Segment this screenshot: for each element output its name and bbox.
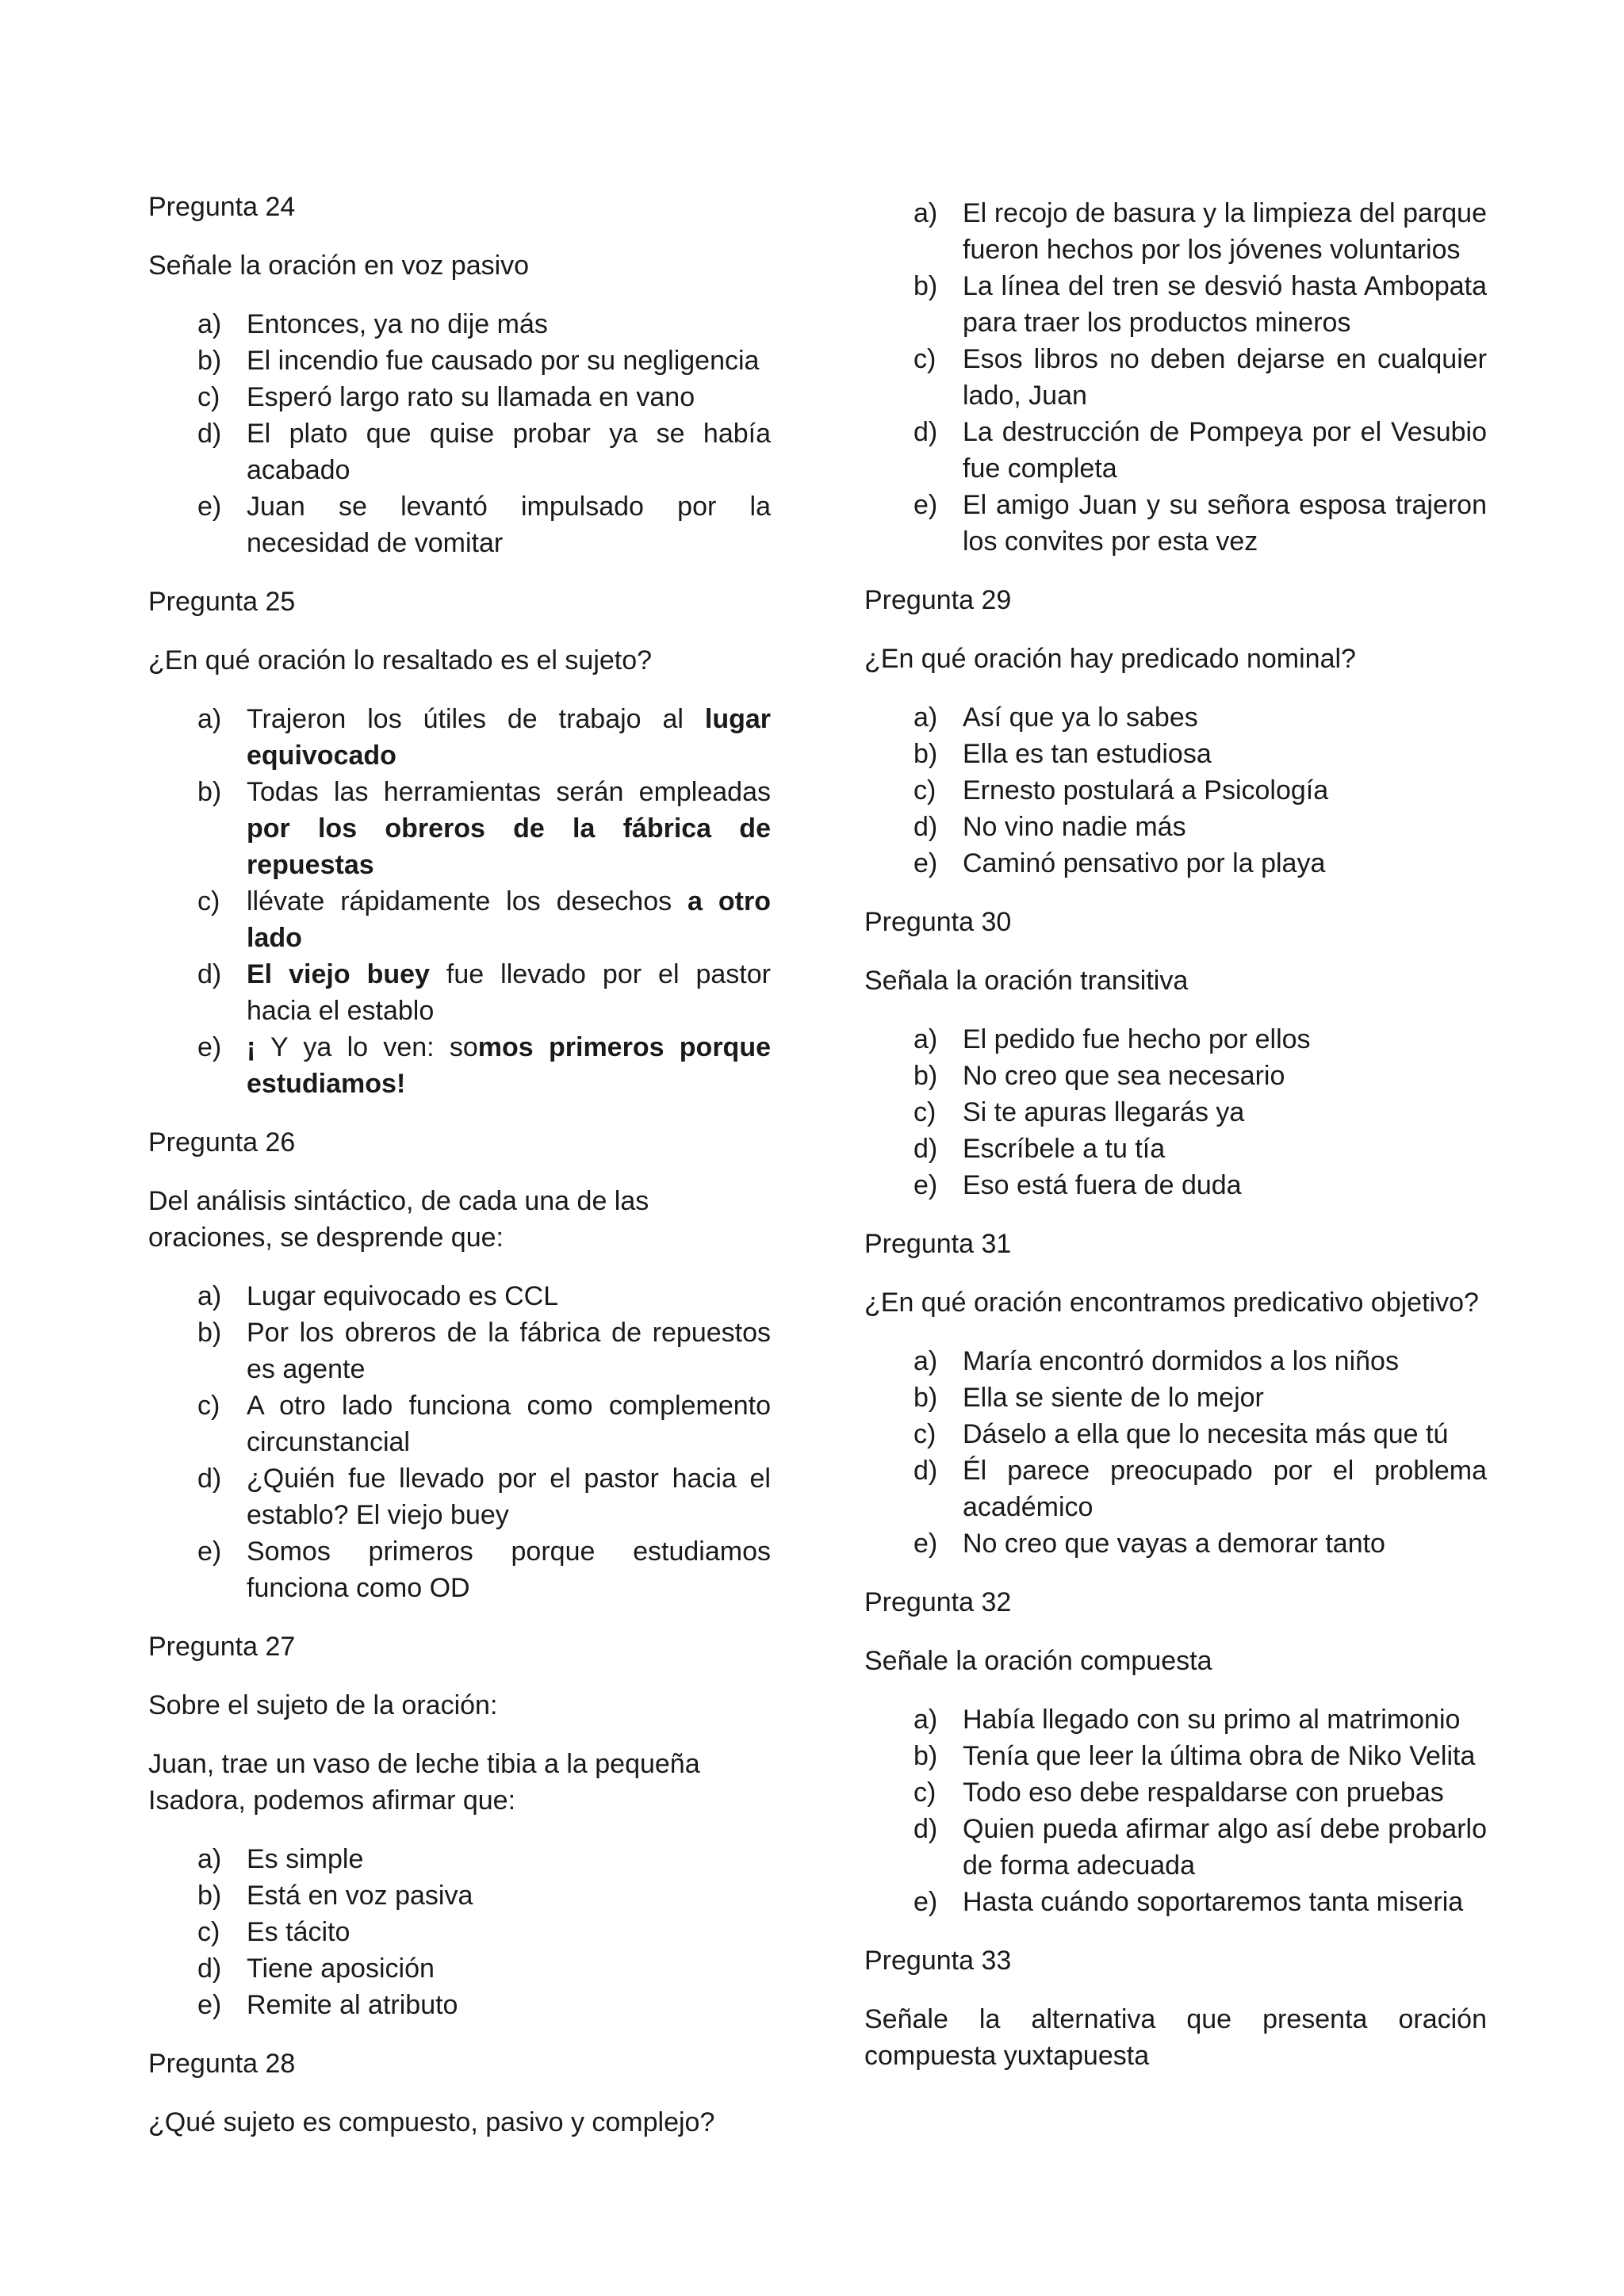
option-26-a: a) Lugar equivocado es CCL	[197, 1281, 559, 1311]
option-25-a: a) Trajeron los útiles de trabajo al lugar equivocado	[197, 704, 771, 771]
question-heading-25: Pregunta 25	[148, 587, 296, 617]
option-31-c: c) Dáselo a ella que lo necesita más que tú	[914, 1419, 1449, 1449]
option-32-b: b) Tenía que leer la última obra de Niko Velita	[914, 1741, 1476, 1771]
option-29-b: b) Ella es tan estudiosa	[914, 739, 1212, 769]
question-heading-29: Pregunta 29	[864, 585, 1012, 615]
options-list-31	[864, 1343, 1487, 1562]
option-24-a: a) Entonces, ya no dije más	[197, 309, 548, 339]
option-26-b: b) Por los obreros de la fábrica de repuestos es agente	[197, 1318, 771, 1384]
option-30-a: a) El pedido fue hecho por ellos	[914, 1024, 1311, 1054]
question-prompt-24: Señale la oración en voz pasivo	[148, 251, 530, 281]
question-heading-33: Pregunta 33	[864, 1946, 1012, 1976]
option-28-a: a) El recojo de basura y la limpieza del parque fueron hechos por los jóvenes voluntarios	[914, 198, 1487, 265]
option-28-c: c) Esos libros no deben dejarse en cualquier lado, Juan	[914, 344, 1487, 411]
option-24-e: e) Juan se levantó impulsado por la necesidad de vomitar	[197, 492, 771, 558]
question-prompt-28: ¿Qué sujeto es compuesto, pasivo y complejo?	[148, 2107, 715, 2137]
option-32-a: a) Había llegado con su primo al matrimonio	[914, 1705, 1461, 1735]
options-list-28	[864, 195, 1487, 560]
question-prompt-25: ¿En qué oración lo resaltado es el sujeto?	[148, 645, 653, 675]
option-27-e: e) Remite al atributo	[197, 1990, 458, 2020]
option-24-b: b) El incendio fue causado por su negligencia	[197, 346, 760, 376]
option-24-c: c) Esperó largo rato su llamada en vano	[197, 382, 695, 412]
question-heading-30: Pregunta 30	[864, 907, 1012, 937]
option-29-e: e) Caminó pensativo por la playa	[914, 848, 1326, 878]
option-31-a: a) María encontró dormidos a los niños	[914, 1346, 1399, 1376]
option-30-d: d) Escríbele a tu tía	[914, 1134, 1166, 1164]
question-heading-31: Pregunta 31	[864, 1229, 1012, 1259]
option-30-b: b) No creo que sea necesario	[914, 1061, 1285, 1091]
question-prompt-26: Del análisis sintáctico, de cada una de las oraciones, se desprende que:	[148, 1186, 649, 1253]
option-28-b: b) La línea del tren se desvió hasta Ambopata para traer los productos mineros	[914, 271, 1487, 338]
option-31-b: b) Ella se siente de lo mejor	[914, 1383, 1264, 1413]
option-29-d: d) No vino nadie más	[914, 812, 1186, 842]
options-list-32	[864, 1701, 1487, 1920]
question-heading-26: Pregunta 26	[148, 1127, 296, 1158]
option-27-a: a) Es simple	[197, 1844, 364, 1874]
question-heading-27: Pregunta 27	[148, 1632, 296, 1662]
option-25-d: d) El viejo buey fue llevado por el pastor hacia el establo	[197, 959, 771, 1026]
question-sentence-27: Juan, trae un vaso de leche tibia a la pequeña Isadora, podemos afirmar que:	[148, 1749, 700, 1816]
option-26-e: e) Somos primeros porque estudiamos funciona como OD	[197, 1536, 771, 1603]
option-32-c: c) Todo eso debe respaldarse con pruebas	[914, 1777, 1444, 1808]
question-heading-28: Pregunta 28	[148, 2049, 296, 2079]
question-prompt-33: Señale la alternativa que presenta oración compuesta yuxtapuesta	[864, 2004, 1487, 2071]
option-29-a: a) Así que ya lo sabes	[914, 702, 1198, 733]
question-prompt-32: Señale la oración compuesta	[864, 1646, 1212, 1676]
question-prompt-29: ¿En qué oración hay predicado nominal?	[864, 644, 1356, 674]
options-list-25	[148, 701, 771, 1102]
options-list-26	[148, 1278, 771, 1606]
question-prompt-31: ¿En qué oración encontramos predicativo objetivo?	[864, 1288, 1479, 1318]
option-32-e: e) Hasta cuándo soportaremos tanta miseria	[914, 1887, 1464, 1917]
option-31-e: e) No creo que vayas a demorar tanto	[914, 1529, 1385, 1559]
question-heading-24: Pregunta 24	[148, 192, 296, 222]
left-column	[148, 189, 771, 2163]
option-31-d: d) Él parece preocupado por el problema académico	[914, 1456, 1487, 1522]
option-28-d: d) La destrucción de Pompeya por el Vesubio fue completa	[914, 417, 1487, 484]
option-29-c: c) Ernesto postulará a Psicología	[914, 775, 1329, 806]
question-heading-32: Pregunta 32	[864, 1587, 1012, 1617]
option-25-b: b) Todas las herramientas serán empleadas por los obreros de la fábrica de repuestas	[197, 777, 771, 880]
options-list-27	[148, 1841, 771, 2023]
option-27-c: c) Es tácito	[197, 1917, 350, 1947]
options-list-29	[864, 699, 1487, 882]
options-list-30	[864, 1021, 1487, 1203]
options-list-24	[148, 306, 771, 561]
option-25-c: c) llévate rápidamente los desechos a otro lado	[197, 886, 771, 953]
option-25-e: e) ¡ Y ya lo ven: somos primeros porque estudiamos!	[197, 1032, 772, 1099]
option-27-d: d) Tiene aposición	[197, 1954, 435, 1984]
option-30-e: e) Eso está fuera de duda	[914, 1170, 1242, 1200]
question-prompt-30: Señala la oración transitiva	[864, 966, 1189, 996]
option-24-d: d) El plato que quise probar ya se había acabado	[197, 419, 771, 485]
option-26-c: c) A otro lado funciona como complemento circunstancial	[197, 1391, 771, 1457]
right-column	[864, 195, 1487, 2096]
option-28-e: e) El amigo Juan y su señora esposa trajeron los convites por esta vez	[914, 490, 1487, 557]
option-26-d: d) ¿Quién fue llevado por el pastor hacia el establo? El viejo buey	[197, 1464, 771, 1530]
question-prompt-27: Sobre el sujeto de la oración:	[148, 1690, 498, 1720]
option-32-d: d) Quien pueda afirmar algo así debe probarlo de forma adecuada	[914, 1814, 1487, 1881]
option-30-c: c) Si te apuras llegarás ya	[914, 1097, 1245, 1127]
option-27-b: b) Está en voz pasiva	[197, 1881, 473, 1911]
